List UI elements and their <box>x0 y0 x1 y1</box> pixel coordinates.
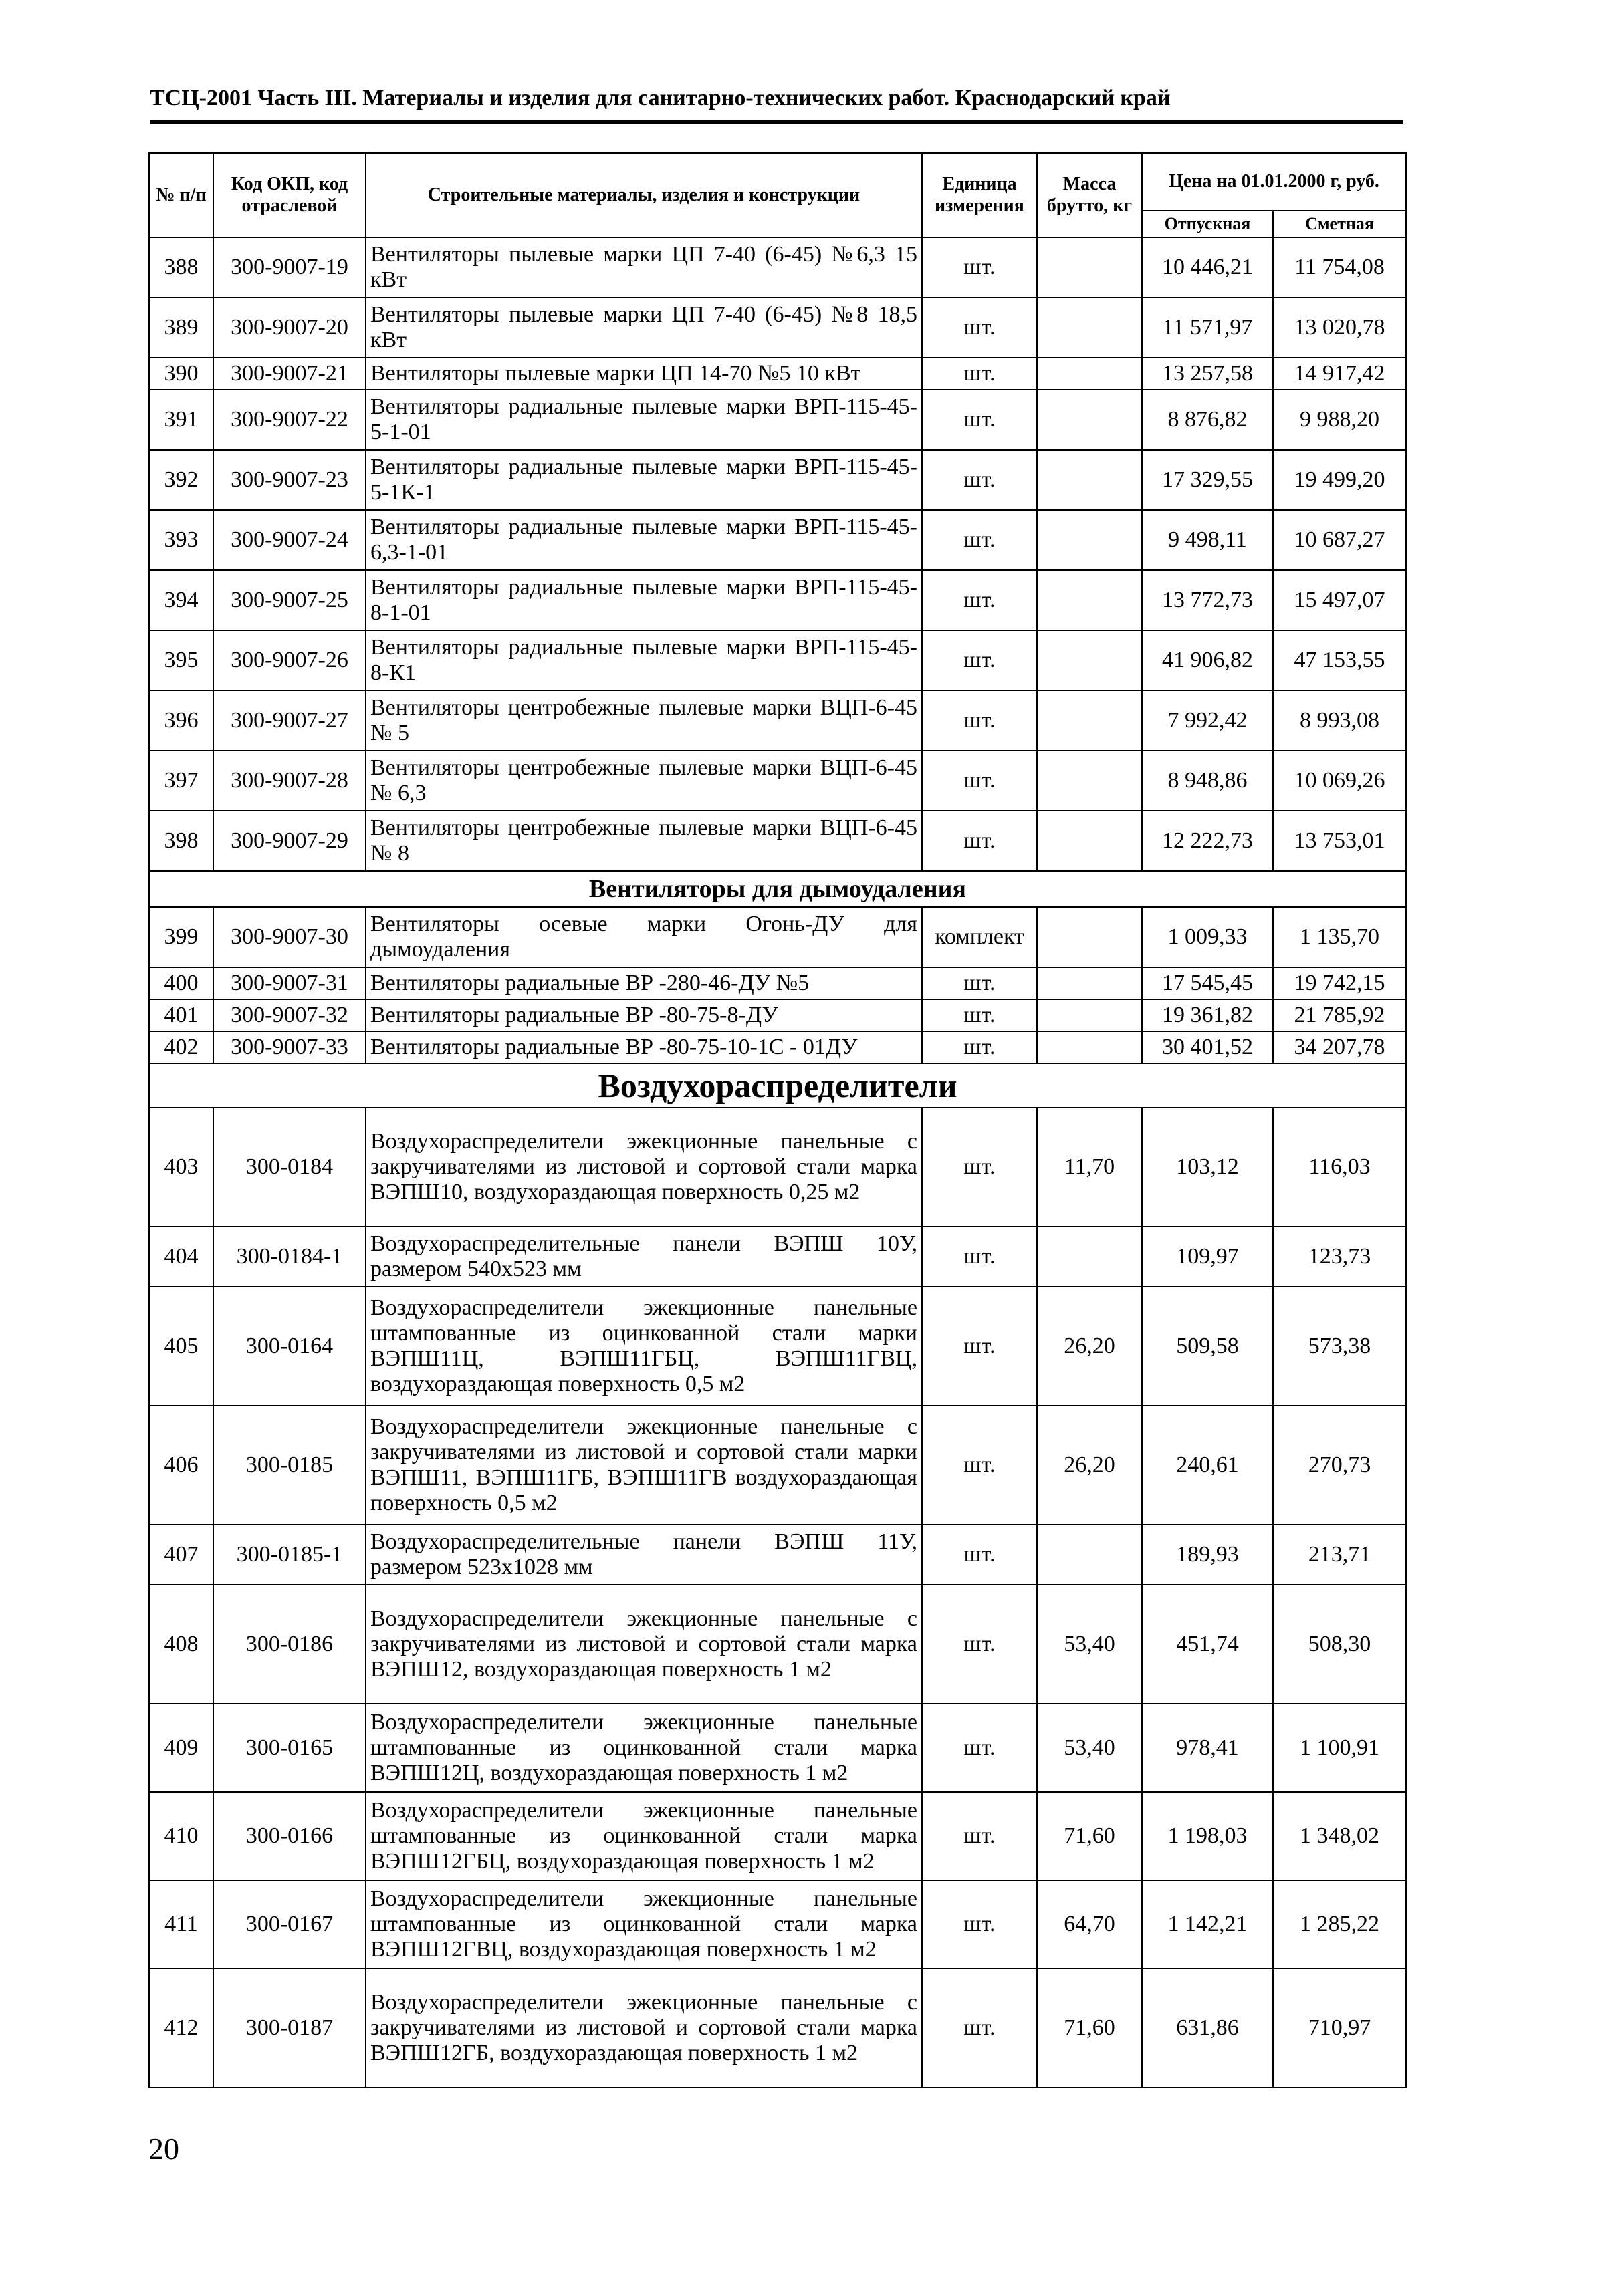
row-price-estimate: 34 207,78 <box>1273 1031 1406 1063</box>
row-code: 300-0165 <box>213 1704 366 1792</box>
row-price-release: 11 571,97 <box>1142 297 1273 358</box>
row-mass <box>1037 1525 1142 1585</box>
col-code-header: Код ОКП, код отраслевой <box>213 153 366 237</box>
row-price-estimate: 116,03 <box>1273 1108 1406 1227</box>
row-number: 392 <box>149 450 213 510</box>
row-name: Воздухораспределители эжекционные панельные с закручивателями из листовой и сортовой стали марка ВЭПШ10, воздухораздающая поверхность 0,25 м2 <box>366 1108 922 1227</box>
row-code: 300-9007-20 <box>213 297 366 358</box>
row-mass: 26,20 <box>1037 1287 1142 1406</box>
row-code: 300-9007-27 <box>213 690 366 751</box>
row-number: 391 <box>149 390 213 450</box>
row-number: 398 <box>149 811 213 871</box>
row-mass <box>1037 237 1142 297</box>
row-price-release: 9 498,11 <box>1142 510 1273 570</box>
col-unit-header: Единица измерения <box>922 153 1037 237</box>
row-name: Воздухораспределители эжекционные панельные штампованные из оцинкованной стали марка ВЭПШ12ГВЦ, воздухораздающая поверхность 1 м2 <box>366 1880 922 1968</box>
row-name: Вентиляторы пылевые марки ЦП 7-40 (6-45) №8 18,5 кВт <box>366 297 922 358</box>
section-title-air-distributors: Воздухораспределители <box>149 1063 1406 1108</box>
row-name: Вентиляторы пылевые марки ЦП 7-40 (6-45) №6,3 15 кВт <box>366 237 922 297</box>
row-mass <box>1037 297 1142 358</box>
row-price-release: 8 876,82 <box>1142 390 1273 450</box>
row-unit: шт. <box>922 811 1037 871</box>
row-price-release: 30 401,52 <box>1142 1031 1273 1063</box>
row-price-estimate: 14 917,42 <box>1273 358 1406 390</box>
row-mass <box>1037 751 1142 811</box>
row-name: Вентиляторы радиальные пылевые марки ВРП-115-45-8-1-01 <box>366 570 922 630</box>
table-row <box>149 1792 1406 1880</box>
row-name: Вентиляторы радиальные ВР -280-46-ДУ №5 <box>366 967 922 999</box>
row-unit: шт. <box>922 1704 1037 1792</box>
row-number: 404 <box>149 1227 213 1287</box>
row-name: Вентиляторы пылевые марки ЦП 14-70 №5 10 кВт <box>366 358 922 390</box>
row-price-estimate: 270,73 <box>1273 1406 1406 1525</box>
table-body-fans <box>149 237 1406 871</box>
table-row <box>149 1525 1406 1585</box>
table-row <box>149 1704 1406 1792</box>
row-unit: шт. <box>922 1880 1037 1968</box>
table-row <box>149 999 1406 1031</box>
row-price-estimate: 47 153,55 <box>1273 630 1406 690</box>
row-code: 300-9007-22 <box>213 390 366 450</box>
row-unit: шт. <box>922 1287 1037 1406</box>
table-row <box>149 1968 1406 2087</box>
row-mass: 53,40 <box>1037 1585 1142 1704</box>
row-code: 300-0167 <box>213 1880 366 1968</box>
row-number: 401 <box>149 999 213 1031</box>
row-price-estimate: 13 020,78 <box>1273 297 1406 358</box>
table-row <box>149 1031 1406 1063</box>
row-mass: 53,40 <box>1037 1704 1142 1792</box>
row-unit: шт. <box>922 570 1037 630</box>
row-unit: шт. <box>922 999 1037 1031</box>
row-code: 300-9007-33 <box>213 1031 366 1063</box>
row-number: 399 <box>149 907 213 967</box>
table-row <box>149 358 1406 390</box>
row-price-release: 1 198,03 <box>1142 1792 1273 1880</box>
row-price-release: 7 992,42 <box>1142 690 1273 751</box>
row-mass <box>1037 450 1142 510</box>
header-rule <box>150 120 1403 124</box>
col-price-estimate-header: Сметная <box>1273 211 1406 237</box>
row-price-release: 189,93 <box>1142 1525 1273 1585</box>
row-unit: шт. <box>922 510 1037 570</box>
table-row <box>149 751 1406 811</box>
price-table <box>148 152 1407 2088</box>
row-unit: шт. <box>922 967 1037 999</box>
row-number: 395 <box>149 630 213 690</box>
row-price-release: 509,58 <box>1142 1287 1273 1406</box>
row-mass <box>1037 907 1142 967</box>
section-title-smoke-fans: Вентиляторы для дымоудаления <box>149 871 1406 907</box>
row-unit: шт. <box>922 751 1037 811</box>
row-price-estimate: 8 993,08 <box>1273 690 1406 751</box>
table-row <box>149 510 1406 570</box>
row-number: 410 <box>149 1792 213 1880</box>
page-number: 20 <box>148 2132 179 2166</box>
row-code: 300-0186 <box>213 1585 366 1704</box>
table-row <box>149 450 1406 510</box>
row-price-estimate: 10 687,27 <box>1273 510 1406 570</box>
row-code: 300-9007-31 <box>213 967 366 999</box>
table-row <box>149 390 1406 450</box>
row-name: Воздухораспределители эжекционные панельные штампованные из оцинкованной стали марка ВЭПШ12Ц, воздухораздающая поверхность 1 м2 <box>366 1704 922 1792</box>
table-row <box>149 690 1406 751</box>
row-unit: шт. <box>922 450 1037 510</box>
row-name: Вентиляторы радиальные пылевые марки ВРП-115-45-6,3-1-01 <box>366 510 922 570</box>
row-name: Вентиляторы радиальные пылевые марки ВРП-115-45-5-1-01 <box>366 390 922 450</box>
table-body-smoke-fans <box>149 907 1406 1063</box>
row-price-estimate: 15 497,07 <box>1273 570 1406 630</box>
row-price-release: 17 329,55 <box>1142 450 1273 510</box>
row-price-release: 451,74 <box>1142 1585 1273 1704</box>
row-price-release: 1 009,33 <box>1142 907 1273 967</box>
row-price-estimate: 19 742,15 <box>1273 967 1406 999</box>
row-unit: шт. <box>922 390 1037 450</box>
table-row <box>149 570 1406 630</box>
row-mass <box>1037 999 1142 1031</box>
row-mass: 71,60 <box>1037 1792 1142 1880</box>
table-row <box>149 1880 1406 1968</box>
row-mass <box>1037 811 1142 871</box>
row-name: Вентиляторы радиальные ВР -80-75-8-ДУ <box>366 999 922 1031</box>
row-price-estimate: 10 069,26 <box>1273 751 1406 811</box>
row-number: 405 <box>149 1287 213 1406</box>
row-code: 300-9007-26 <box>213 630 366 690</box>
row-code: 300-0184-1 <box>213 1227 366 1287</box>
row-price-release: 103,12 <box>1142 1108 1273 1227</box>
row-number: 402 <box>149 1031 213 1063</box>
row-number: 406 <box>149 1406 213 1525</box>
table-row <box>149 1108 1406 1227</box>
row-name: Воздухораспределительные панели ВЭПШ 10У, размером 540х523 мм <box>366 1227 922 1287</box>
row-price-estimate: 13 753,01 <box>1273 811 1406 871</box>
row-code: 300-0166 <box>213 1792 366 1880</box>
row-name: Вентиляторы осевые марки Огонь-ДУ для дымоудаления <box>366 907 922 967</box>
row-name: Вентиляторы радиальные ВР -80-75-10-1С - 01ДУ <box>366 1031 922 1063</box>
row-number: 390 <box>149 358 213 390</box>
row-price-estimate: 508,30 <box>1273 1585 1406 1704</box>
row-price-estimate: 11 754,08 <box>1273 237 1406 297</box>
row-unit: шт. <box>922 1227 1037 1287</box>
row-price-estimate: 19 499,20 <box>1273 450 1406 510</box>
row-mass: 71,60 <box>1037 1968 1142 2087</box>
row-name: Воздухораспределители эжекционные панельные штампованные из оцинкованной стали марки ВЭПШ11Ц, ВЭПШ11ГБЦ, ВЭПШ11ГВЦ, воздухораздающая поверхность 0,5 м2 <box>366 1287 922 1406</box>
row-price-estimate: 1 285,22 <box>1273 1880 1406 1968</box>
row-number: 400 <box>149 967 213 999</box>
row-number: 396 <box>149 690 213 751</box>
row-price-release: 978,41 <box>1142 1704 1273 1792</box>
row-mass: 26,20 <box>1037 1406 1142 1525</box>
row-unit: шт. <box>922 630 1037 690</box>
col-mass-header: Масса брутто, кг <box>1037 153 1142 237</box>
row-name: Вентиляторы радиальные пылевые марки ВРП-115-45-8-К1 <box>366 630 922 690</box>
row-price-estimate: 21 785,92 <box>1273 999 1406 1031</box>
table-row <box>149 1287 1406 1406</box>
row-unit: комплект <box>922 907 1037 967</box>
row-number: 408 <box>149 1585 213 1704</box>
row-price-estimate: 710,97 <box>1273 1968 1406 2087</box>
row-code: 300-9007-21 <box>213 358 366 390</box>
row-price-estimate: 573,38 <box>1273 1287 1406 1406</box>
row-price-release: 17 545,45 <box>1142 967 1273 999</box>
row-code: 300-9007-19 <box>213 237 366 297</box>
row-unit: шт. <box>922 1968 1037 2087</box>
row-name: Воздухораспределители эжекционные панельные с закручивателями из листовой и сортовой стали марки ВЭПШ11, ВЭПШ11ГБ, ВЭПШ11ГВ воздухораздающая поверхность 0,5 м2 <box>366 1406 922 1525</box>
row-price-release: 8 948,86 <box>1142 751 1273 811</box>
row-price-release: 1 142,21 <box>1142 1880 1273 1968</box>
row-code: 300-0185-1 <box>213 1525 366 1585</box>
row-name: Воздухораспределительные панели ВЭПШ 11У, размером 523х1028 мм <box>366 1525 922 1585</box>
table-row <box>149 1406 1406 1525</box>
row-mass <box>1037 358 1142 390</box>
row-number: 409 <box>149 1704 213 1792</box>
row-price-estimate: 1 100,91 <box>1273 1704 1406 1792</box>
row-price-release: 19 361,82 <box>1142 999 1273 1031</box>
row-name: Вентиляторы центробежные пылевые марки ВЦП-6-45 № 8 <box>366 811 922 871</box>
row-unit: шт. <box>922 358 1037 390</box>
row-price-release: 13 257,58 <box>1142 358 1273 390</box>
row-code: 300-0184 <box>213 1108 366 1227</box>
row-number: 397 <box>149 751 213 811</box>
table-row <box>149 967 1406 999</box>
row-mass <box>1037 390 1142 450</box>
row-number: 403 <box>149 1108 213 1227</box>
row-code: 300-9007-30 <box>213 907 366 967</box>
row-name: Воздухораспределители эжекционные панельные штампованные из оцинкованной стали марка ВЭПШ12ГБЦ, воздухораздающая поверхность 1 м2 <box>366 1792 922 1880</box>
row-name: Вентиляторы центробежные пылевые марки ВЦП-6-45 № 6,3 <box>366 751 922 811</box>
row-name: Воздухораспределители эжекционные панельные с закручивателями из листовой и сортовой стали марка ВЭПШ12, воздухораздающая поверхность 1 м2 <box>366 1585 922 1704</box>
col-price-release-header: Отпускная <box>1142 211 1273 237</box>
row-code: 300-0187 <box>213 1968 366 2087</box>
row-code: 300-0164 <box>213 1287 366 1406</box>
row-price-release: 10 446,21 <box>1142 237 1273 297</box>
row-mass: 11,70 <box>1037 1108 1142 1227</box>
row-mass <box>1037 1227 1142 1287</box>
row-code: 300-9007-25 <box>213 570 366 630</box>
row-name: Воздухораспределители эжекционные панельные с закручивателями из листовой и сортовой стали марка ВЭПШ12ГБ, воздухораздающая поверхность 1 м2 <box>366 1968 922 2087</box>
row-number: 393 <box>149 510 213 570</box>
row-price-release: 12 222,73 <box>1142 811 1273 871</box>
row-unit: шт. <box>922 237 1037 297</box>
row-mass <box>1037 510 1142 570</box>
row-price-estimate: 1 348,02 <box>1273 1792 1406 1880</box>
row-number: 407 <box>149 1525 213 1585</box>
table-row <box>149 237 1406 297</box>
row-number: 412 <box>149 1968 213 2087</box>
table-row <box>149 1227 1406 1287</box>
row-mass <box>1037 690 1142 751</box>
row-mass: 64,70 <box>1037 1880 1142 1968</box>
row-code: 300-9007-24 <box>213 510 366 570</box>
table-body-air-distributors <box>149 1108 1406 2087</box>
row-price-release: 13 772,73 <box>1142 570 1273 630</box>
row-price-estimate: 1 135,70 <box>1273 907 1406 967</box>
row-unit: шт. <box>922 1525 1037 1585</box>
table-row <box>149 907 1406 967</box>
row-number: 388 <box>149 237 213 297</box>
row-unit: шт. <box>922 1406 1037 1525</box>
row-number: 394 <box>149 570 213 630</box>
row-unit: шт. <box>922 297 1037 358</box>
table-row <box>149 630 1406 690</box>
row-name: Вентиляторы радиальные пылевые марки ВРП-115-45-5-1К-1 <box>366 450 922 510</box>
row-code: 300-9007-28 <box>213 751 366 811</box>
row-unit: шт. <box>922 690 1037 751</box>
row-mass <box>1037 630 1142 690</box>
row-price-release: 240,61 <box>1142 1406 1273 1525</box>
row-unit: шт. <box>922 1792 1037 1880</box>
row-price-release: 109,97 <box>1142 1227 1273 1287</box>
page-header: ТСЦ-2001 Часть III. Материалы и изделия для санитарно-технических работ. Краснодарский край <box>150 86 1171 110</box>
row-name: Вентиляторы центробежные пылевые марки ВЦП-6-45 № 5 <box>366 690 922 751</box>
table-row <box>149 811 1406 871</box>
row-code: 300-9007-23 <box>213 450 366 510</box>
row-price-release: 41 906,82 <box>1142 630 1273 690</box>
row-price-estimate: 123,73 <box>1273 1227 1406 1287</box>
row-code: 300-9007-29 <box>213 811 366 871</box>
row-price-estimate: 213,71 <box>1273 1525 1406 1585</box>
row-unit: шт. <box>922 1108 1037 1227</box>
row-number: 389 <box>149 297 213 358</box>
table-row <box>149 297 1406 358</box>
row-price-estimate: 9 988,20 <box>1273 390 1406 450</box>
row-price-release: 631,86 <box>1142 1968 1273 2087</box>
row-mass <box>1037 967 1142 999</box>
col-price-header: Цена на 01.01.2000 г, руб. <box>1142 153 1406 211</box>
row-unit: шт. <box>922 1585 1037 1704</box>
row-code: 300-0185 <box>213 1406 366 1525</box>
col-name-header: Строительные материалы, изделия и конструкции <box>366 153 922 237</box>
row-number: 411 <box>149 1880 213 1968</box>
row-code: 300-9007-32 <box>213 999 366 1031</box>
row-mass <box>1037 1031 1142 1063</box>
row-mass <box>1037 570 1142 630</box>
row-unit: шт. <box>922 1031 1037 1063</box>
table-row <box>149 1585 1406 1704</box>
col-num-header: № п/п <box>149 153 213 237</box>
